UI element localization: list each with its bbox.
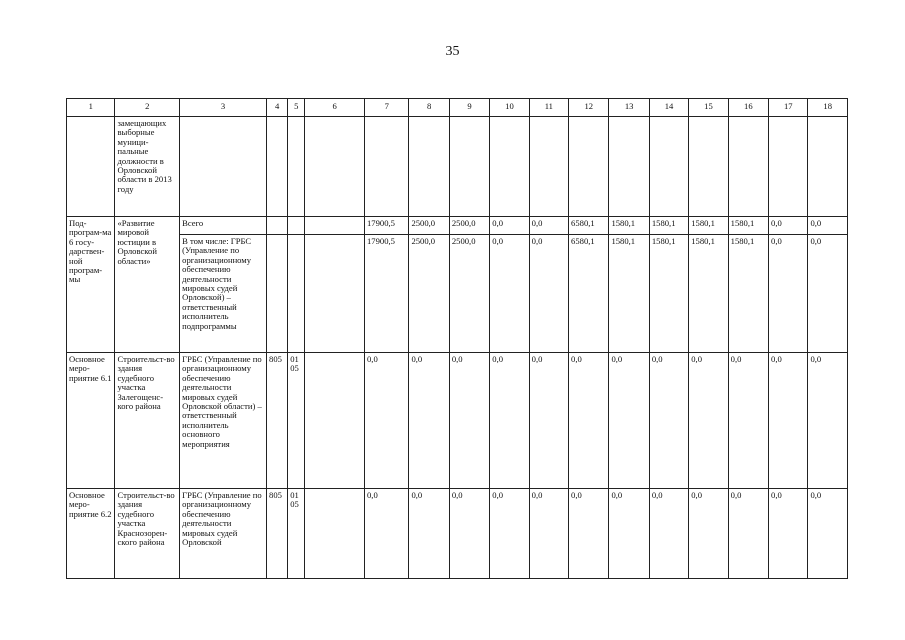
- value-cell-col9: 0,0: [449, 489, 489, 579]
- value-cell-col13: 0,0: [609, 353, 649, 489]
- value-cell-col8: 0,0: [409, 353, 449, 489]
- header-col-4: 4: [267, 99, 288, 117]
- cell-col6: [305, 235, 365, 353]
- header-col-8: 8: [409, 99, 449, 117]
- budget-table: [66, 98, 848, 579]
- value-cell-col7: 0,0: [365, 353, 409, 489]
- value-cell-col9: 0,0: [449, 353, 489, 489]
- header-col-15: 15: [689, 99, 728, 117]
- value-cell-col11: 0,0: [529, 489, 568, 579]
- cell-col6: [305, 217, 365, 235]
- value-cell-col14: 1580,1: [649, 235, 688, 353]
- measure-6-1-row: [67, 353, 848, 489]
- value-cell-col14: 1580,1: [649, 217, 688, 235]
- cell-col12: [569, 117, 609, 217]
- page-number: 35: [445, 44, 460, 59]
- cell-col5: [288, 235, 305, 353]
- header-col-3: 3: [180, 99, 267, 117]
- value-cell-col18: 0,0: [808, 489, 848, 579]
- header-col-9: 9: [449, 99, 489, 117]
- header-col-14: 14: [649, 99, 688, 117]
- value-cell-col13: 0,0: [609, 489, 649, 579]
- value-cell-col16: 0,0: [728, 489, 768, 579]
- header-col-10: 10: [490, 99, 529, 117]
- value-cell-col16: 1580,1: [728, 235, 768, 353]
- cell-col6: [305, 117, 365, 217]
- value-cell-col18: 0,0: [808, 353, 848, 489]
- value-cell-col10: 0,0: [490, 217, 529, 235]
- row-label-incl: В том числе: ГРБС (Управление по организационному обеспечению деятельности мировых судей Орловской) – ответственный исполнитель подпрограммы: [180, 235, 267, 353]
- value-cell-col16: 1580,1: [728, 217, 768, 235]
- cell-col10: [490, 117, 529, 217]
- cell-col9: [449, 117, 489, 217]
- measure-title: Основное меро-приятие 6.1: [67, 353, 115, 489]
- value-cell-col7: 17900,5: [365, 217, 409, 235]
- header-col-7: 7: [365, 99, 409, 117]
- cell-col6: [305, 489, 365, 579]
- value-cell-col10: 0,0: [490, 489, 529, 579]
- subprogram-incl-row: [67, 235, 848, 353]
- measure-name: Строительст-во здания судебного участка Залегощенс-кого района: [115, 353, 180, 489]
- cell-col18: [808, 117, 848, 217]
- value-cell-col13: 1580,1: [609, 235, 649, 353]
- value-cell-col13: 1580,1: [609, 217, 649, 235]
- header-col-2: 2: [115, 99, 180, 117]
- value-cell-col15: 0,0: [689, 489, 728, 579]
- subprogram-title: Под-програм-ма 6 госу-дарствен-ной програм-мы: [67, 217, 115, 353]
- cell-col16: [728, 117, 768, 217]
- cell-col5: [288, 117, 305, 217]
- row-label-total: Всего: [180, 217, 267, 235]
- continuation-row: [67, 117, 848, 217]
- value-cell-col8: 0,0: [409, 489, 449, 579]
- value-cell-col17: 0,0: [769, 353, 808, 489]
- header-col-18: 18: [808, 99, 848, 117]
- cell-col7: [365, 117, 409, 217]
- value-cell-col12: 6580,1: [569, 217, 609, 235]
- measure-6-2-row: [67, 489, 848, 579]
- value-cell-col12: 0,0: [569, 489, 609, 579]
- header-col-17: 17: [769, 99, 808, 117]
- header-col-12: 12: [569, 99, 609, 117]
- value-cell-col11: 0,0: [529, 353, 568, 489]
- value-cell-col7: 0,0: [365, 489, 409, 579]
- cell-col11: [529, 117, 568, 217]
- measure-code-grbs: 805: [267, 353, 288, 489]
- cell-col6: [305, 353, 365, 489]
- cell-col14: [649, 117, 688, 217]
- measure-executor: ГРБС (Управление по организационному обеспечению деятельности мировых судей Орловской: [180, 489, 267, 579]
- value-cell-col16: 0,0: [728, 353, 768, 489]
- value-cell-col7: 17900,5: [365, 235, 409, 353]
- header-col-13: 13: [609, 99, 649, 117]
- subprogram-total-row: [67, 217, 848, 235]
- value-cell-col10: 0,0: [490, 235, 529, 353]
- header-col-11: 11: [529, 99, 568, 117]
- cell-col4: [267, 235, 288, 353]
- value-cell-col14: 0,0: [649, 489, 688, 579]
- value-cell-col17: 0,0: [769, 235, 808, 353]
- cell-col3: [180, 117, 267, 217]
- cell-col13: [609, 117, 649, 217]
- value-cell-col12: 6580,1: [569, 235, 609, 353]
- measure-code-grbs: 805: [267, 489, 288, 579]
- cell-col1: [67, 117, 115, 217]
- value-cell-col11: 0,0: [529, 217, 568, 235]
- measure-name: Строительст-во здания судебного участка Краснозорен-ского района: [115, 489, 180, 579]
- value-cell-col17: 0,0: [769, 489, 808, 579]
- header-col-16: 16: [728, 99, 768, 117]
- cell-col2: замещающих выборные муници-пальные должности в Орловской области в 2013 году: [115, 117, 180, 217]
- value-cell-col9: 2500,0: [449, 217, 489, 235]
- value-cell-col18: 0,0: [808, 217, 848, 235]
- value-cell-col9: 2500,0: [449, 235, 489, 353]
- header-col-5: 5: [288, 99, 305, 117]
- measure-code-section: 01 05: [288, 353, 305, 489]
- value-cell-col10: 0,0: [490, 353, 529, 489]
- measure-executor: ГРБС (Управление по организационному обеспечению деятельности мировых судей Орловской области) – ответственный исполнитель основного мероприятия: [180, 353, 267, 489]
- header-row: [67, 99, 848, 117]
- cell-col17: [769, 117, 808, 217]
- value-cell-col17: 0,0: [769, 217, 808, 235]
- value-cell-col8: 2500,0: [409, 235, 449, 353]
- value-cell-col15: 0,0: [689, 353, 728, 489]
- header-col-1: 1: [67, 99, 115, 117]
- value-cell-col14: 0,0: [649, 353, 688, 489]
- subprogram-name: «Развитие мировой юстиции в Орловской области»: [115, 217, 180, 353]
- value-cell-col15: 1580,1: [689, 235, 728, 353]
- cell-col4: [267, 117, 288, 217]
- value-cell-col11: 0,0: [529, 235, 568, 353]
- value-cell-col18: 0,0: [808, 235, 848, 353]
- value-cell-col8: 2500,0: [409, 217, 449, 235]
- value-cell-col12: 0,0: [569, 353, 609, 489]
- cell-col8: [409, 117, 449, 217]
- value-cell-col15: 1580,1: [689, 217, 728, 235]
- header-col-6: 6: [305, 99, 365, 117]
- cell-col15: [689, 117, 728, 217]
- measure-code-section: 01 05: [288, 489, 305, 579]
- cell-col5: [288, 217, 305, 235]
- cell-col4: [267, 217, 288, 235]
- measure-title: Основное меро-приятие 6.2: [67, 489, 115, 579]
